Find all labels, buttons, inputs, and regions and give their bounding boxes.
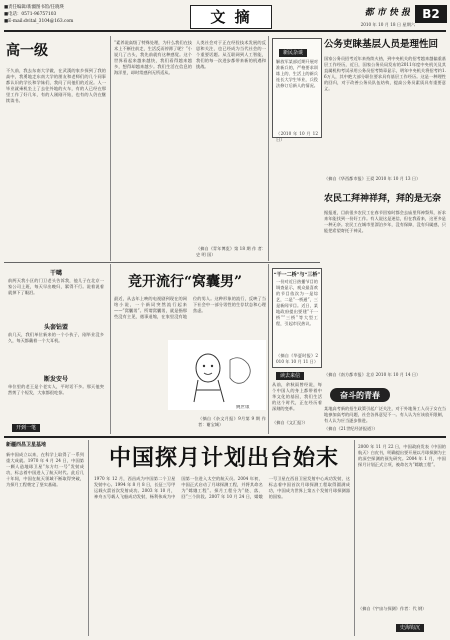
gov-article-body: 国家公务员招考近年来持续火热，到中央机关的招考越来越偏重基层工作经历，近日，国家公务员局发布的2011年度中央机关及其直属机构考试录用公务员招考简章显示，明年中央机关将招考约1.6万人，其中绝大部分职位要求具有基层工作经历。这是一种理性的回归，对于改善公务员队伍结构，提高公务员素质具有重要意义。 (324, 56, 446, 91)
gov-article-title: 公务吏睐基层人员是理性回 (324, 39, 439, 50)
right-low-source: （摘自《21世纪经济报道》） (324, 426, 378, 431)
masthead-contacts (4, 4, 124, 30)
main-article-title: 中国探月计划出台始末 (108, 445, 339, 471)
column-divider (88, 440, 89, 636)
page-number-box (415, 5, 447, 23)
masthead-rule (4, 30, 446, 32)
left-top-headline (6, 38, 106, 64)
main-right-tag: 史海钩沉 (396, 624, 424, 632)
right-low-body: 某地高考新的招生政策引起广泛关注，对于外地务工人员子女在当地参加高考的问题，社会各界意见不一。有人认为应该放开限制，有人认为应当逐步推进。 (324, 406, 446, 423)
center-article-title: 竞开流行“窝囊男” (128, 274, 243, 290)
mid-news-body: 一份对近日热播节目的调查显示，观众最喜欢的节目依次为一是综艺，二是“一桥通”，三是新闻节目。近日，某地政府提出要建“干一桥”“三桥”等大型工程，引起市民热议。 (276, 279, 318, 326)
mid-news-box (272, 268, 322, 368)
mid-small-body: 从前，余秋雨曾经说，每个中国人的身上都带着中华文化的基因，我们生活的这个时代，正在经历着深刻的变革。 (272, 382, 322, 411)
masthead-editor: ■责任编辑/新疆图书馆/任晓瑛 (4, 5, 64, 10)
cartoon-illustration (168, 340, 266, 410)
news-box-note: （2010 年 10 月 12 日） (276, 131, 318, 142)
left-small-tag: 开到一笔 (12, 424, 40, 432)
left-short-head-1: 干噶 (49, 270, 62, 277)
main-left-tag (6, 440, 84, 450)
left-short-body-1: 前两天我小区的门卫老头告诉我，他儿子在北京一家公司上班，每天早出晚归，累得不行。说着说着就掉下了眼泪。 (8, 278, 104, 295)
illustration (168, 340, 266, 410)
column-divider (354, 440, 355, 636)
section-rule (4, 262, 320, 263)
left-top-body: 不久前，我去东南大学做，在武漢的家乡探到了我的高中，我勇地走东南大学的朋友和老师们的几个同事都认识的学长和学妹们，我问了问他们的近况。人一毕业就乘机坐上了去往外地的火车，有的人已经在那里工作了好几年，有的人刚刚开始，也有的人仍在继续读书。 (6, 68, 106, 103)
masthead-email: ■E-mail:dvital_3104@163.com (4, 19, 74, 24)
gov-article-source: （摘自《华西都市报》王爱 2010 年 10 月 13 日） (324, 176, 421, 181)
right-top-source: （摘自《青年博览》第 18 期 作 者：史 明 国） (196, 246, 266, 257)
masthead-phone: ■电话：0571-96757103 (4, 12, 57, 17)
left-top-title-a: 高一级 (6, 43, 48, 59)
main-article-body: 1970 年 12 月，西昌成为中国第二个卫星发射中心。1994 年 8 月 8 日，长征三号甲运载火箭首次发射成功。2003 年 10 月，神舟五号载人飞船成功发射，杨利伟成为中国第一位进入太空的航天员。2004 年初，中国正式启动了月球探测工程，并将其命名为“嫦娥工程”。探月工程分为“绕、落、回”三个阶段。2007 年 10 月 24 日，嫦娥一号卫星在西昌卫星发射中心成功发射，这标志着中国首次月球探测工程取得圆满成功，中国成为世界上第五个发射月球探测器的国家。 (94, 476, 350, 499)
main-left-tag-text: 新疆西昌卫星基地 (6, 442, 47, 448)
main-left-body: 新中国成立以来，在科学上取得了一系列重大成就。1970 年 4 月 24 日，中国第一颗人造地球卫星“东方红一号”发射成功，标志着中国进入了航天时代。此后几十年间，中国在航天领域不断取得突破，为探月工程奠定了坚实基础。 (6, 452, 84, 487)
left-short-head-3: 断发安号 (43, 376, 68, 383)
column-divider (268, 36, 269, 261)
main-right-body: 2000 年 11 月 22 日，中国政府发表《中国的航天》白皮书，明确提出要开展以月球探测为主的深空探测的预先研究。2004 年 1 月，中国探月计划正式立项，被命名为“嫦娥工程”。 (358, 444, 446, 467)
left-short-body-3: 单位里的老王是个老实人，平时话不多。那天他突然剪了个短发，大家都很吃惊。 (8, 384, 104, 395)
news-box (272, 38, 322, 142)
right-low-head: 奋斗的青春 (330, 388, 390, 402)
mid-news-source: （摘自《华夏时报》2010 年 10 月 11 日） (276, 353, 319, 364)
page-number: B2 (422, 7, 440, 21)
column-divider (110, 36, 111, 261)
news-box-body: 解放军某部近期开展对准新兵的，严格要求训练上的、生活上的新兵连长大学生毕业，兵役法修订后新人的情况。 (276, 59, 318, 88)
column-divider (268, 264, 269, 434)
mid-news-head: “干一二桥”与“三桥” (273, 272, 321, 278)
mid-small-head: 读去来信 (276, 372, 304, 380)
news-box-head: 新民杂谈 (279, 49, 307, 57)
masthead-date: 2010 年 10 月 18 日 星期六 (360, 22, 415, 27)
center-article-body: 最近，从去年上映的电视剧到现在的网络小说，一个新词突然流行起来——“窝囊男”。所谓窝囊男，就是指那些没有主见，遇事退缩，在家里没有地位的男人。这种形象的流行，反映了当下社会中一部分男性的生存状态和心理焦虑。 (114, 296, 266, 319)
section-badge (190, 5, 272, 29)
left-short-head-2: 头套钻盟 (43, 324, 68, 331)
paper-name: 都 市 快 报 (364, 8, 410, 18)
right-top-body: 人类社会对于正在经验技术发展的反思和关注，也已经成为当代社会的一个重要话题。从互联网到人工智能，我们的每一次进步都带来新的机遇和挑战。 (196, 40, 266, 69)
left-short-body-2: 前几天，我们单位新来的一个小伙子，刚毕业没多久，每天都戴着一个大耳机。 (8, 332, 104, 343)
peasant-article-source: （摘自《南方都市报》北京 2010 年 10 月 14 日） (324, 372, 421, 377)
section-title: 文 摘 (210, 8, 252, 26)
main-source: （摘自《宇宙与探测》作者：代 钢） (358, 606, 427, 611)
main-section-rule (4, 436, 446, 438)
mid-small-source: （摘自《文汇报》） (272, 420, 308, 425)
center-article-source: （摘自《杂文月报》9月第 9 期 作者：谢宝城） (198, 416, 266, 427)
illustration-caption: 姚世康 (236, 405, 250, 410)
mid-top-body: “素养说高级了特殊处理，为什么我们在技术上不断往前走，生活反而停滞了呢？”小说几了古头，我先前就有这种感觉。这个世界看起来越来越快，我们看得越来越多，想得却越来越少。我们生活在信息的海洋里，却时常感到无所适从。 (114, 40, 192, 75)
column-divider (110, 264, 111, 434)
peasant-article-title: 农民工拜神祥拜，拜的是无奈 (324, 194, 442, 204)
peasant-article-body: 据报道，目前很多农民工在春节回家时都会去庙里拜神祭拜，祈求来年能找到一份好工作。有人说这是迷信，但在我看来，这更多是一种无奈。农民工在城市里漂泊多年，没有保障，没有归属感，只能把希望寄托于神灵。 (324, 210, 446, 233)
